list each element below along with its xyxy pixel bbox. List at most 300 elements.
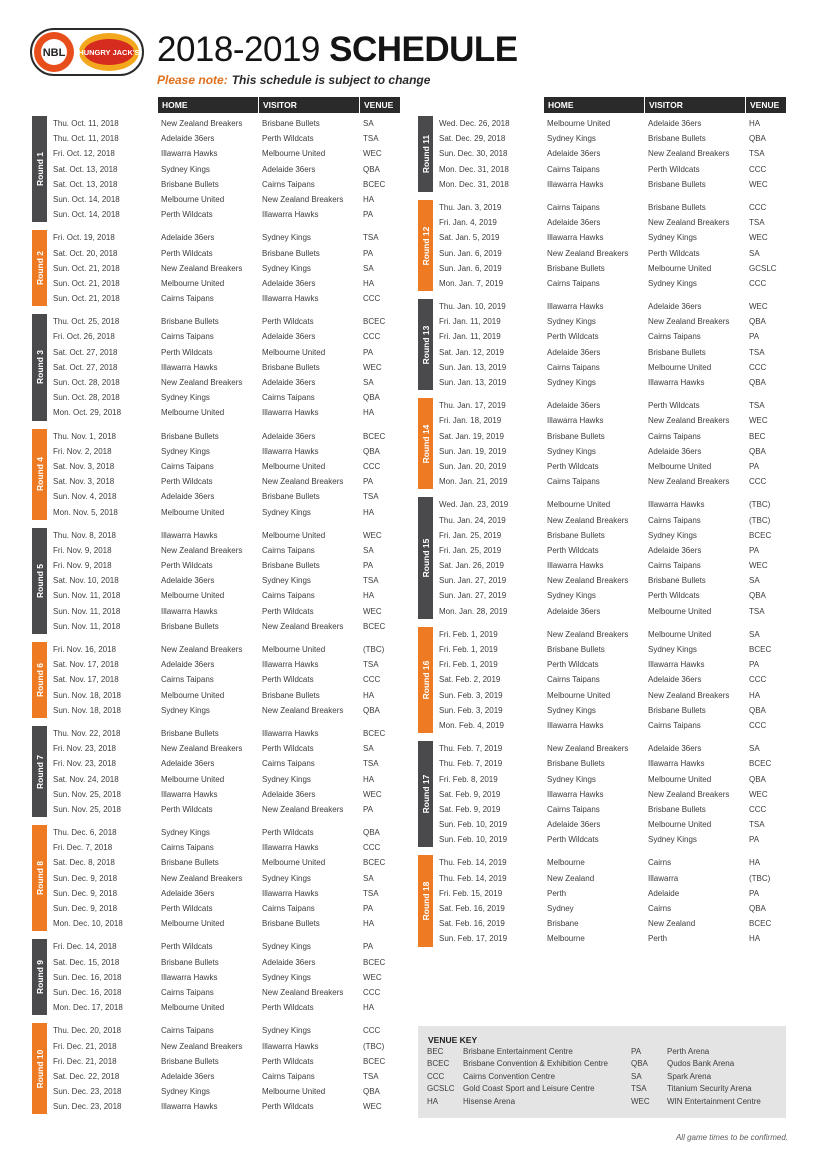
venue-code: WEC [363, 1102, 382, 1112]
game-date: Sun. Oct. 14, 2018 [53, 194, 120, 204]
game-date: Sat. Feb. 2, 2019 [439, 675, 501, 685]
game-date: Sat. Jan. 26, 2019 [439, 561, 504, 571]
venue-code: QBA [749, 904, 766, 913]
game-date: Sat. Oct. 27, 2018 [53, 362, 118, 372]
game-date: Fri. Dec. 21, 2018 [53, 1041, 117, 1051]
home-team: Brisbane Bullets [161, 957, 219, 967]
home-team: Adelaide 36ers [161, 576, 215, 586]
game-date: Sun. Feb. 3, 2019 [439, 690, 503, 700]
visitor-team: Brisbane Bullets [648, 576, 706, 586]
round-label: Round 12 [418, 200, 433, 291]
game-date: Mon. Jan. 21, 2019 [439, 477, 508, 487]
home-team: Cairns Taipans [161, 332, 214, 342]
venue-code: WEC [749, 561, 768, 571]
col-home-header: HOME [544, 97, 644, 113]
venue-code: QBA [749, 774, 766, 784]
venue-code: TSA [749, 820, 765, 830]
home-team: Sydney Kings [161, 393, 210, 403]
venue-code: SA [363, 545, 374, 555]
venue-code: QBA [749, 134, 766, 144]
venue-name: Hisense Arena [463, 1096, 516, 1106]
venue-code: WEC [749, 416, 768, 426]
game-date: Sat. Dec. 15, 2018 [53, 957, 120, 967]
venue-code: TSA [363, 576, 379, 586]
round-label: Round 15 [418, 497, 433, 619]
home-team: Brisbane Bullets [547, 759, 605, 769]
round-label: Round 16 [418, 627, 433, 733]
visitor-team: Perth Wildcats [262, 1056, 314, 1066]
round-block [32, 528, 386, 634]
venue-code: TSA [363, 233, 379, 243]
venue-code: TSA [363, 888, 379, 898]
visitor-team: Melbourne United [262, 1087, 326, 1097]
venue-code: HA [749, 934, 761, 944]
visitor-team: New Zealand [648, 919, 696, 929]
venue-code: TSA [631, 1084, 647, 1094]
visitor-team: Illawarra Hawks [262, 294, 319, 304]
home-team: Perth Wildcats [161, 248, 213, 258]
visitor-team: Illawarra Hawks [262, 888, 319, 898]
venue-code: TSA [749, 606, 765, 616]
game-date: Sun. Oct. 21, 2018 [53, 294, 120, 304]
game-date: Sun. Oct. 28, 2018 [53, 393, 120, 403]
venue-code: TSA [363, 1071, 379, 1081]
game-date: Thu. Feb. 7, 2019 [439, 759, 503, 769]
venue-name: WIN Entertainment Centre [667, 1096, 761, 1106]
home-team: Sydney Kings [161, 164, 210, 174]
game-date: Sun. Oct. 21, 2018 [53, 263, 120, 273]
game-date: Fri. Oct. 12, 2018 [53, 149, 115, 159]
schedule-note: Please note: This schedule is subject to change [157, 73, 431, 87]
game-date: Fri. Jan. 11, 2019 [439, 332, 501, 342]
venue-code: PA [363, 942, 374, 952]
round-block [418, 200, 777, 291]
home-team: Cairns Taipans [547, 164, 600, 174]
visitor-team: Illawarra Hawks [262, 408, 319, 418]
venue-code: CCC [749, 720, 767, 730]
game-date: Sat. Nov. 17, 2018 [53, 660, 119, 670]
visitor-team: Perth Wildcats [262, 606, 314, 616]
visitor-team: New Zealand Breakers [648, 317, 730, 327]
visitor-team: Brisbane Bullets [648, 179, 706, 189]
home-team: Illawarra Hawks [547, 561, 604, 571]
venue-code: TSA [363, 134, 379, 144]
home-team: Adelaide 36ers [547, 149, 601, 159]
game-date: Mon. Feb. 4, 2019 [439, 720, 504, 730]
game-date: Sun. Nov. 18, 2018 [53, 690, 121, 700]
game-date: Sun. Jan. 13, 2019 [439, 362, 507, 372]
game-date: Thu. Feb. 14, 2019 [439, 873, 507, 883]
venue-code: HA [363, 774, 375, 784]
home-team: Illawarra Hawks [547, 416, 604, 426]
game-date: Mon. Nov. 5, 2018 [53, 507, 118, 517]
round-label: Round 13 [418, 299, 433, 390]
visitor-team: Perth Wildcats [262, 1003, 314, 1013]
venue-code: WEC [749, 179, 768, 189]
game-date: Wed. Dec. 26, 2018 [439, 119, 510, 128]
col-venue-header: VENUE [360, 97, 400, 113]
round-block [418, 398, 768, 489]
visitor-team: Cairns Taipans [262, 393, 315, 403]
venue-code: HA [363, 507, 375, 517]
home-team: Sydney Kings [547, 774, 596, 784]
col-visitor-header: VISITOR [259, 97, 359, 113]
round-block [32, 429, 386, 520]
home-team: Perth Wildcats [547, 461, 599, 471]
home-team: Melbourne United [547, 500, 611, 510]
schedule-left-column [32, 97, 394, 1122]
visitor-team: Illawarra Hawks [262, 1041, 319, 1051]
game-date: Mon. Oct. 29, 2018 [53, 408, 122, 418]
venue-key [418, 1026, 786, 1118]
home-team: Sydney [547, 904, 574, 913]
game-date: Sun. Jan. 13, 2019 [439, 378, 507, 387]
home-team: Illawarra Hawks [161, 972, 218, 982]
round-label: Round 18 [418, 855, 433, 946]
venue-code: TSA [749, 218, 765, 228]
logo-nbl-text: NBL [42, 47, 66, 59]
visitor-team: Illawarra Hawks [262, 210, 319, 220]
game-date: Sun. Nov. 18, 2018 [53, 705, 121, 715]
venue-code: WEC [363, 362, 382, 372]
visitor-team: Melbourne United [648, 362, 712, 372]
venue-code: CCC [749, 362, 767, 372]
round-label: Round 17 [418, 741, 433, 847]
home-team: New Zealand Breakers [547, 515, 629, 525]
round-block [32, 726, 386, 817]
venue-code: CCC [749, 278, 767, 288]
visitor-team: New Zealand Breakers [262, 194, 344, 204]
visitor-team: Sydney Kings [262, 942, 311, 952]
venue-code: PA [363, 561, 374, 571]
col-visitor-header: VISITOR [645, 97, 745, 113]
page-title: 2018-2019 SCHEDULE [157, 30, 518, 69]
game-date: Sun. Dec. 9, 2018 [53, 888, 118, 898]
visitor-team: Brisbane Bullets [648, 202, 706, 212]
home-team: Perth Wildcats [161, 561, 213, 571]
venue-code: HA [749, 690, 761, 700]
game-date: Thu. Oct. 11, 2018 [53, 134, 119, 144]
home-team: Melbourne United [547, 119, 611, 128]
visitor-team: Adelaide 36ers [262, 378, 316, 387]
home-team: Adelaide 36ers [547, 606, 601, 616]
home-team: Adelaide 36ers [547, 820, 601, 830]
visitor-team: Brisbane Bullets [262, 119, 320, 128]
visitor-team: Melbourne United [648, 263, 712, 273]
game-date: Fri. Nov. 9, 2018 [53, 545, 112, 555]
game-date: Thu. Feb. 14, 2019 [439, 858, 507, 868]
venue-code: (TBC) [749, 500, 771, 510]
footer-note: All game times to be confirmed. [675, 1133, 788, 1142]
table-header [418, 97, 780, 113]
game-date: Thu. Jan. 17, 2019 [439, 401, 506, 411]
game-date: Thu. Oct. 25, 2018 [53, 317, 120, 327]
home-team: Cairns Taipans [547, 675, 600, 685]
visitor-team: Sydney Kings [262, 1026, 311, 1036]
home-team: Perth Wildcats [547, 835, 599, 845]
visitor-team: Cairns Taipans [648, 332, 701, 342]
game-date: Thu. Dec. 6, 2018 [53, 828, 117, 838]
venue-code: BCEC [363, 858, 386, 868]
venue-code: SA [363, 873, 374, 883]
visitor-team: Brisbane Bullets [648, 705, 706, 715]
home-team: Cairns Taipans [161, 843, 214, 853]
visitor-team: New Zealand Breakers [648, 416, 730, 426]
visitor-team: New Zealand Breakers [262, 804, 344, 814]
visitor-team: Sydney Kings [262, 774, 311, 784]
venue-code: SA [363, 378, 374, 387]
venue-code: PA [749, 888, 760, 898]
game-date: Mon. Jan. 7, 2019 [439, 278, 504, 288]
venue-code: BCEC [749, 919, 772, 929]
game-date: Sun. Dec. 9, 2018 [53, 873, 118, 883]
round-block [418, 116, 768, 192]
visitor-team: Adelaide 36ers [648, 744, 702, 754]
home-team: New Zealand Breakers [161, 263, 243, 273]
home-team: Perth [547, 888, 567, 898]
round-block [32, 1023, 386, 1114]
venue-code: BCEC [363, 317, 386, 327]
visitor-team: Cairns Taipans [648, 561, 701, 571]
round-label: Round 8 [32, 825, 47, 931]
visitor-team: Melbourne United [262, 858, 326, 868]
visitor-team: Illawarra [648, 873, 679, 883]
home-team: Adelaide 36ers [161, 233, 215, 243]
venue-code: WEC [749, 233, 768, 243]
home-team: Cairns Taipans [161, 987, 214, 997]
home-team: Sydney Kings [547, 705, 596, 715]
home-team: Brisbane Bullets [161, 728, 219, 738]
visitor-team: Adelaide 36ers [648, 446, 702, 456]
round-label: Round 4 [32, 429, 47, 520]
visitor-team: Perth Wildcats [648, 401, 700, 411]
visitor-team: New Zealand Breakers [648, 218, 730, 228]
game-date: Fri. Dec. 7, 2018 [53, 843, 113, 853]
home-team: Brisbane Bullets [161, 621, 219, 631]
visitor-team: Adelaide 36ers [262, 278, 316, 288]
home-team: New Zealand Breakers [161, 119, 243, 128]
venue-code: PA [749, 835, 760, 845]
home-team: Cairns Taipans [547, 278, 600, 288]
venue-key-title: VENUE KEY [428, 1035, 478, 1045]
home-team: Sydney Kings [547, 378, 596, 387]
venue-code: TSA [749, 401, 765, 411]
venue-code: QBA [363, 828, 380, 838]
game-date: Sat. Nov. 17, 2018 [53, 675, 119, 685]
game-date: Mon. Dec. 17, 2018 [53, 1003, 123, 1013]
visitor-team: Perth Wildcats [262, 317, 314, 327]
visitor-team: Illawarra Hawks [648, 660, 705, 670]
visitor-team: Cairns Taipans [648, 431, 701, 441]
home-team: Melbourne United [161, 1003, 225, 1013]
game-date: Thu. Nov. 1, 2018 [53, 431, 116, 441]
visitor-team: Adelaide [648, 888, 680, 898]
venue-code: HA [363, 278, 375, 288]
home-team: New Zealand Breakers [161, 645, 243, 654]
visitor-team: Sydney Kings [648, 278, 697, 288]
venue-code: BCEC [749, 530, 772, 540]
venue-code: BEC [749, 431, 766, 441]
game-date: Sat. Nov. 10, 2018 [53, 576, 119, 586]
venue-code: GCSLC [427, 1084, 455, 1094]
visitor-team: Brisbane Bullets [262, 248, 320, 258]
venue-code: QBA [749, 446, 766, 456]
visitor-team: Cairns [648, 904, 672, 913]
venue-code: SA [363, 263, 374, 273]
game-date: Sat. Jan. 19, 2019 [439, 431, 504, 441]
home-team: Perth Wildcats [161, 477, 213, 487]
venue-code: BCEC [363, 179, 386, 189]
visitor-team: Cairns Taipans [262, 179, 315, 189]
venue-code: BCEC [363, 431, 386, 441]
visitor-team: Sydney Kings [648, 835, 697, 845]
game-date: Sat. Oct. 13, 2018 [53, 164, 118, 174]
visitor-team: Brisbane Bullets [262, 362, 320, 372]
visitor-team: New Zealand Breakers [262, 705, 344, 715]
visitor-team: Perth Wildcats [648, 591, 700, 601]
venue-code: HA [363, 591, 375, 601]
game-date: Sun. Jan. 6, 2019 [439, 263, 502, 273]
venue-code: WEC [749, 302, 768, 312]
game-date: Fri. Dec. 14, 2018 [53, 942, 117, 952]
visitor-team: New Zealand Breakers [648, 477, 730, 487]
venue-code: CCC [749, 675, 767, 685]
home-team: Adelaide 36ers [547, 347, 601, 357]
game-date: Sat. Oct. 20, 2018 [53, 248, 118, 258]
visitor-team: Perth [648, 934, 668, 944]
visitor-team: Brisbane Bullets [648, 134, 706, 144]
visitor-team: Melbourne United [262, 461, 326, 471]
home-team: New Zealand Breakers [547, 744, 629, 754]
home-team: Melbourne United [161, 919, 225, 929]
venue-code: CCC [749, 164, 767, 174]
game-date: Fri. Nov. 16, 2018 [53, 645, 116, 654]
visitor-team: Sydney Kings [262, 576, 311, 586]
home-team: New Zealand [547, 873, 595, 883]
venue-code: QBA [749, 591, 766, 601]
venue-code: QBA [363, 164, 380, 174]
game-date: Sat. Dec. 22, 2018 [53, 1071, 120, 1081]
round-block [32, 314, 386, 420]
venue-code: BCEC [363, 957, 386, 967]
home-team: Brisbane Bullets [161, 858, 219, 868]
visitor-team: Melbourne United [648, 820, 712, 830]
venue-code: TSA [749, 347, 765, 357]
game-date: Sun. Oct. 21, 2018 [53, 278, 120, 288]
visitor-team: Cairns [648, 858, 672, 868]
round-label: Round 2 [32, 230, 47, 306]
home-team: Adelaide 36ers [161, 888, 215, 898]
visitor-team: Brisbane Bullets [262, 919, 320, 929]
game-date: Sat. Nov. 24, 2018 [53, 774, 119, 784]
venue-code: BCEC [363, 1056, 386, 1066]
venue-code: BCEC [749, 645, 772, 654]
round-block [418, 741, 772, 847]
game-date: Sat. Feb. 9, 2019 [439, 789, 501, 799]
visitor-team: Melbourne United [648, 606, 712, 616]
game-date: Sun. Oct. 14, 2018 [53, 210, 120, 220]
game-date: Fri. Jan. 18, 2019 [439, 416, 502, 426]
game-date: Thu. Oct. 11, 2018 [53, 119, 119, 128]
venue-code: (TBC) [363, 645, 385, 654]
round-block [32, 642, 385, 718]
home-team: Perth Wildcats [547, 332, 599, 342]
venue-code: WEC [363, 972, 382, 982]
venue-code: PA [363, 347, 374, 357]
home-team: Perth Wildcats [547, 660, 599, 670]
home-team: Adelaide 36ers [161, 1071, 215, 1081]
game-date: Thu. Jan. 3, 2019 [439, 202, 502, 212]
venue-code: WEC [363, 606, 382, 616]
venue-code: SA [749, 629, 760, 639]
venue-code: PA [749, 461, 760, 471]
table-header [32, 97, 394, 113]
visitor-team: Sydney Kings [262, 263, 311, 273]
game-date: Thu. Nov. 22, 2018 [53, 728, 121, 738]
visitor-team: Brisbane Bullets [262, 561, 320, 571]
visitor-team: New Zealand Breakers [648, 690, 730, 700]
visitor-team: Perth Wildcats [262, 134, 314, 144]
home-team: Brisbane Bullets [161, 179, 219, 189]
home-team: Perth Wildcats [161, 904, 213, 913]
game-date: Sun. Dec. 16, 2018 [53, 987, 122, 997]
home-team: Illawarra Hawks [161, 149, 218, 159]
game-date: Sun. Dec. 9, 2018 [53, 904, 118, 913]
venue-code: CCC [749, 804, 767, 814]
venue-code: TSA [363, 492, 379, 502]
venue-code: SA [749, 248, 760, 258]
home-team: Illawarra Hawks [547, 720, 604, 730]
home-team: New Zealand Breakers [161, 545, 243, 555]
game-date: Sat. Oct. 13, 2018 [53, 179, 118, 189]
game-date: Fri. Feb. 8, 2019 [439, 774, 498, 784]
visitor-team: Brisbane Bullets [262, 492, 320, 502]
home-team: Sydney Kings [161, 1087, 210, 1097]
venue-code: HA [363, 1003, 375, 1013]
venue-code: CCC [363, 294, 381, 304]
game-date: Sat. Nov. 3, 2018 [53, 477, 115, 487]
visitor-team: Illawarra Hawks [262, 446, 319, 456]
venue-code: HA [749, 119, 761, 128]
home-team: Melbourne United [547, 690, 611, 700]
visitor-team: Brisbane Bullets [648, 804, 706, 814]
venue-code: (TBC) [363, 1041, 385, 1051]
venue-code: WEC [631, 1096, 650, 1106]
home-team: Melbourne United [161, 278, 225, 288]
home-team: Melbourne United [161, 408, 225, 418]
game-date: Thu. Nov. 8, 2018 [53, 530, 116, 540]
venue-code: CCC [749, 202, 767, 212]
home-team: Sydney Kings [161, 705, 210, 715]
home-team: New Zealand Breakers [547, 629, 629, 639]
round-label: Round 10 [32, 1023, 47, 1114]
venue-code: PA [749, 660, 760, 670]
visitor-team: New Zealand Breakers [262, 477, 344, 487]
venue-code: PA [631, 1047, 642, 1056]
visitor-team: Cairns Taipans [262, 904, 315, 913]
visitor-team: Melbourne United [648, 629, 712, 639]
visitor-team: New Zealand Breakers [262, 621, 344, 631]
round-label: Round 1 [32, 116, 47, 222]
game-date: Mon. Dec. 31, 2018 [439, 179, 509, 189]
home-team: Illawarra Hawks [547, 302, 604, 312]
venue-code: CCC [363, 332, 381, 342]
venue-code: CCC [363, 1026, 381, 1036]
home-team: New Zealand Breakers [161, 873, 243, 883]
visitor-team: Sydney Kings [648, 645, 697, 654]
visitor-team: Sydney Kings [648, 233, 697, 243]
venue-code: TSA [363, 759, 379, 769]
